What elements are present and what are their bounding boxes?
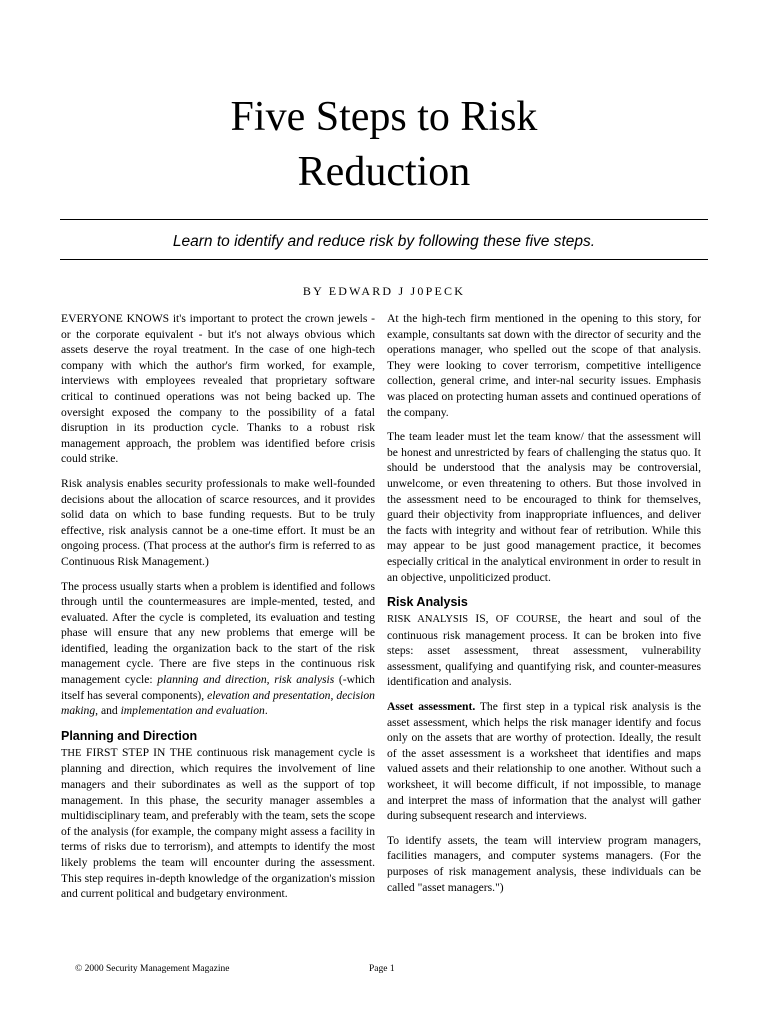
paragraph: To identify assets, the team will interview program managers, facilities managers, and computer systems managers. (For the purposes of risk management analysis, these individuals can be called "asset managers.") [387,833,701,894]
footer-copyright: © 2000 Security Management Magazine [75,964,230,974]
right-column [387,311,701,904]
article-title [0,90,768,200]
byline: BY EDWARD J J0PECK [302,284,466,298]
paragraph: RISK ANALYSIS IS, OF COURSE, the heart and soul of the continuous risk management process. It can be broken into five steps: asset assessment, threat assessment, vulnerability assessment, qualifying and quantifying risk, and counter-measures identification and analysis. [387,612,701,689]
paragraph: The team leader must let the team know/ that the assessment will be honest and unrestricted by fears of challenging the status quo. It should be understood that the analysis may be controversial, unwelcome, or even threatening to others. But those involved in the assessment need to be encouraged to think for themselves, guard their objectivity from inappropriate influences, and deliver the facts with integrity and without fear of retribution. While this may appear to be just good management practice, it becomes especially critical in the analytical environment in order to result in an objective, unpoliticized product. [387,430,701,584]
left-column [61,311,375,911]
paragraph: Risk analysis enables security professionals to make well-founded decisions about the allocation of scarce resources, and it provides solid data on which to base funding requests. But to be truly effective, risk analysis cannot be a one-time effort. It must be an ongoing process. (That process at the author's firm is referred to as Continuous Risk Management.) [61,476,375,568]
article-subtitle: Learn to identify and reduce risk by following these five steps. [172,233,596,250]
footer-page-number: Page 1 [369,964,395,974]
paragraph: THE FIRST STEP IN THE continuous risk management cycle is planning and direction, which requires the involvement of line managers and their subordinates as well as the support of top management. In this phase, the security manager assembles a multidisciplinary team, and preferably with the team, sets the scope of the analysis (for example, the company might assess a facility in terms of risks due to terrorism), and attempts to identify the most likely problems the team will encounter during the assessment. This step requires in-depth knowledge of the organization's mission and current political and budgetary environment. [61,745,375,901]
title-line-1: Five Steps to Risk [230,94,538,140]
paragraph: Asset assessment. The first step in a typical risk analysis is the asset assessment, which helps the risk manager identify and focus only on the assets that are worthy of protection. Ideally, the result of the asset assessment is a worksheet that identifies and maps valued assets and their relationship to one another. Without such a worksheet, it will become difficult, if not impossible, to manage and interpret the mass of information that the analyst will gather during subsequent research and interviews. [387,700,701,823]
paragraph: EVERYONE KNOWS it's important to protect the crown jewels - or the corporate equivalent - but it's not always obvious which assets deserve the royal treatment. In the case of one high-tech company with which the author's firm worked, for example, interviews with employees revealed that proprietary software critical to continued operations was not being backed up. The oversight exposed the company to the possibility of a fatal disruption in its production cycle. Thanks to a robust risk management approach, the problem was identified before crisis could strike. [61,312,375,466]
paragraph: The process usually starts when a problem is identified and follows through until the countermeasures are imple-mented, tested, and evaluated. After the cycle is completed, its evaluation and testing phase will ensure that any new problems that emerge will be identified, leading the organization back to the start of the risk management cycle. There are five steps in the continuous risk management cycle: planning and direction, risk analysis (-which itself has several components), elevation and presentation, decision making, and implementation and evaluation. [61,579,375,718]
top-divider [60,219,708,220]
section-heading-risk-analysis: Risk Analysis [387,595,468,610]
bottom-divider [60,259,708,260]
paragraph: At the high-tech firm mentioned in the opening to this story, for example, consultants sat down with the director of security and the operations manager, who spelled out the scope of that analysis. They were looking to cover terrorism, competitive intelligence collection, general crime, and inter-nal security issues. Emphasis was placed on protecting human assets and continued operations of the company. [387,312,701,419]
title-line-2: Reduction [297,149,471,195]
section-heading-planning: Planning and Direction [61,728,198,743]
